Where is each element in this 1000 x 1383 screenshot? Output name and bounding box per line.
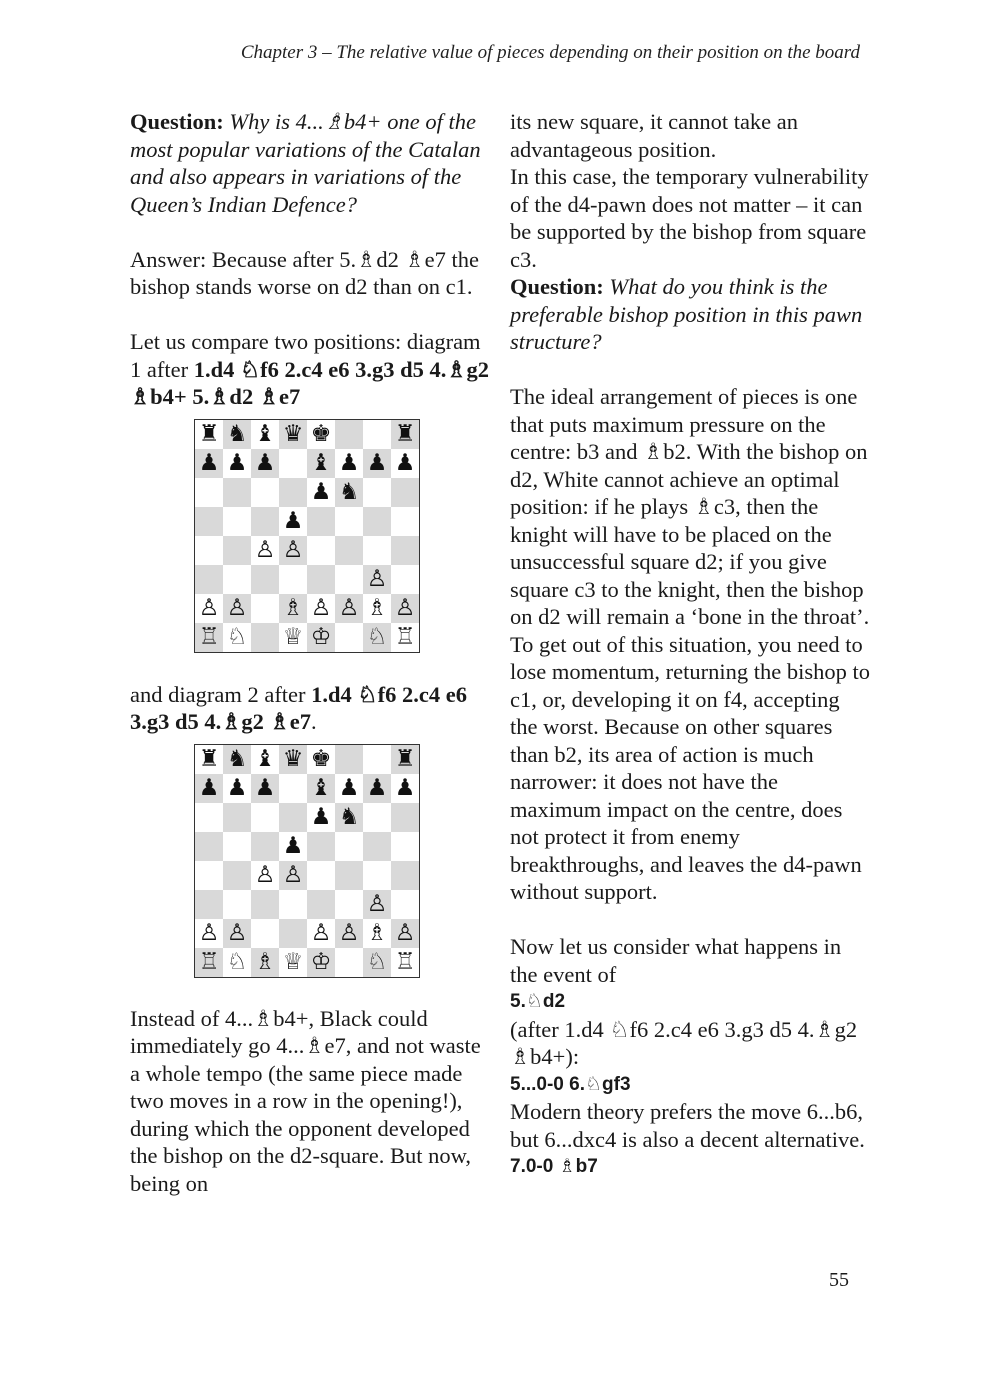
chess-piece: ♞ xyxy=(226,745,248,772)
board-square xyxy=(307,890,335,919)
board-square xyxy=(391,536,419,565)
board-square xyxy=(195,478,223,507)
board-square xyxy=(363,861,391,890)
after-paragraph: (after 1.d4 ♘f6 2.c4 e6 3.g3 d5 4.♗g2 ♗b4+): xyxy=(510,1016,858,1069)
board-square xyxy=(307,745,335,774)
board-square xyxy=(195,832,223,861)
board-square xyxy=(391,478,419,507)
board-square xyxy=(251,449,279,478)
board-square xyxy=(391,890,419,919)
chess-piece: ♙ xyxy=(254,536,276,563)
chess-piece: ♟ xyxy=(282,832,304,859)
chess-piece: ♝ xyxy=(254,420,276,447)
diag2-moves: 1.d4 ♘f6 2.c4 e6 3.g3 d5 4.♗g2 ♗e7 xyxy=(130,681,467,734)
board-square xyxy=(195,890,223,919)
chessboard xyxy=(194,419,420,653)
chess-piece: ♚ xyxy=(310,745,332,772)
chess-piece: ♝ xyxy=(310,774,332,801)
board-square xyxy=(195,861,223,890)
board-square xyxy=(279,565,307,594)
board-square xyxy=(391,832,419,861)
page-number: 55 xyxy=(829,1269,849,1291)
board-square xyxy=(363,623,391,652)
board-square xyxy=(223,745,251,774)
in-this-case-paragraph: In this case, the temporary vulnerability of the d4-pawn does not matter – it can be supported by the bishop from square c3. xyxy=(510,164,869,272)
running-head: Chapter 3 – The relative value of pieces depending on their position on the board xyxy=(240,42,860,63)
board-square xyxy=(307,449,335,478)
board-square xyxy=(251,774,279,803)
board-square xyxy=(335,623,363,652)
board-square xyxy=(223,832,251,861)
board-square xyxy=(223,803,251,832)
ideal-paragraph: The ideal arrangement of pieces is one that puts maximum pressure on the centre: b3 and ♗b2. With the bishop on d2, White cannot achieve an optimal position: if he plays ♗c3, then the knight will have to be placed on the unsuccessful square d2; if you give square c3 to the knight, then the bishop on d2 will remain a ‘bone in the throat’. To get out of this situation, you need to lose momentum, returning the bishop to c1, or, developing it on f4, accepting the worst. Because on other squares than b2, its area of action is much narrower: it does not have the maximum impact on the centre, does not protect it from enemy breakthroughs, and leaves the d4-pawn without support. xyxy=(510,384,870,904)
chess-piece: ♙ xyxy=(282,861,304,888)
board-square xyxy=(251,948,279,977)
question-text: Why is 4...♗b4+ one of the most popular variations of the Catalan and also appears in variations of the Queen’s Indian Defence? xyxy=(130,109,481,217)
chess-piece: ♖ xyxy=(394,623,416,650)
continuation-paragraph: its new square, it cannot take an advantageous position. xyxy=(510,109,799,162)
board-square xyxy=(279,623,307,652)
board-square xyxy=(223,420,251,449)
chess-piece: ♟ xyxy=(254,449,276,476)
board-square xyxy=(307,565,335,594)
move-line-1: 5.♘d2 xyxy=(510,991,566,1012)
board-square xyxy=(391,420,419,449)
board-square xyxy=(279,890,307,919)
chess-piece: ♗ xyxy=(282,594,304,621)
board-square xyxy=(335,420,363,449)
board-square xyxy=(223,594,251,623)
board-square xyxy=(363,507,391,536)
chess-piece: ♗ xyxy=(366,594,388,621)
compare-moves: 1.d4 ♘f6 2.c4 e6 3.g3 d5 4.♗g2 ♗b4+ 5.♗d2 ♗e7 xyxy=(130,356,490,409)
board-square xyxy=(363,478,391,507)
board-square xyxy=(195,565,223,594)
board-square xyxy=(391,745,419,774)
board-square xyxy=(335,832,363,861)
board-square xyxy=(195,420,223,449)
chess-piece: ♞ xyxy=(338,478,360,505)
board-square xyxy=(335,478,363,507)
chess-piece: ♕ xyxy=(282,948,304,975)
board-square xyxy=(223,623,251,652)
board-square xyxy=(335,919,363,948)
board-square xyxy=(223,948,251,977)
question-text: What do you think is the preferable bishop position in this pawn structure? xyxy=(510,274,863,354)
board-square xyxy=(363,919,391,948)
board-square xyxy=(251,890,279,919)
chess-piece: ♟ xyxy=(366,774,388,801)
board-square xyxy=(307,420,335,449)
board-square xyxy=(279,919,307,948)
chess-piece: ♟ xyxy=(198,449,220,476)
board-square xyxy=(335,803,363,832)
board-square xyxy=(279,449,307,478)
board-square xyxy=(195,803,223,832)
compare-paragraph xyxy=(130,328,490,411)
question-label: Question: xyxy=(130,109,224,134)
board-square xyxy=(307,536,335,565)
board-square xyxy=(195,948,223,977)
chess-piece: ♟ xyxy=(226,449,248,476)
board-square xyxy=(195,623,223,652)
chess-piece: ♜ xyxy=(198,420,220,447)
board-square xyxy=(251,623,279,652)
chess-piece: ♟ xyxy=(198,774,220,801)
board-square xyxy=(223,449,251,478)
chess-piece: ♙ xyxy=(254,861,276,888)
chess-piece: ♛ xyxy=(282,420,304,447)
board-square xyxy=(195,449,223,478)
board-square xyxy=(307,803,335,832)
chess-piece: ♖ xyxy=(394,948,416,975)
board-square xyxy=(363,594,391,623)
board-square xyxy=(279,478,307,507)
board-square xyxy=(335,565,363,594)
chess-piece: ♙ xyxy=(226,919,248,946)
board-square xyxy=(307,507,335,536)
chess-piece: ♟ xyxy=(366,449,388,476)
chess-piece: ♖ xyxy=(198,623,220,650)
chess-piece: ♘ xyxy=(226,623,248,650)
board-square xyxy=(335,594,363,623)
board-square xyxy=(279,803,307,832)
board-square xyxy=(363,745,391,774)
chess-piece: ♘ xyxy=(366,623,388,650)
board-square xyxy=(251,861,279,890)
board-square xyxy=(391,623,419,652)
instead-paragraph: Instead of 4...♗b4+, Black could immediately go 4...♗e7, and not waste a whole tempo (the same piece made two moves in a row in the opening!), during which the opponent developed the bishop on the d2-square. But now, being on xyxy=(130,1005,481,1196)
chess-piece: ♚ xyxy=(310,420,332,447)
board-square xyxy=(307,623,335,652)
question-2 xyxy=(510,273,870,356)
board-square xyxy=(363,536,391,565)
board-square xyxy=(307,478,335,507)
board-square xyxy=(363,565,391,594)
board-square xyxy=(251,565,279,594)
chess-piece: ♞ xyxy=(226,420,248,447)
board-square xyxy=(279,507,307,536)
board-square xyxy=(363,449,391,478)
chess-piece: ♙ xyxy=(310,919,332,946)
board-square xyxy=(335,861,363,890)
chess-piece: ♟ xyxy=(282,507,304,534)
chess-piece: ♙ xyxy=(198,919,220,946)
chess-piece: ♙ xyxy=(366,565,388,592)
right-column xyxy=(510,108,870,1181)
board-square xyxy=(251,594,279,623)
board-square xyxy=(363,890,391,919)
board-square xyxy=(363,948,391,977)
chess-diagram-1 xyxy=(194,419,422,653)
chess-piece: ♟ xyxy=(338,774,360,801)
board-square xyxy=(363,832,391,861)
chess-piece: ♙ xyxy=(310,594,332,621)
board-square xyxy=(391,803,419,832)
move-line-3: 7.0-0 ♗b7 xyxy=(510,1156,598,1177)
board-square xyxy=(307,774,335,803)
chess-piece: ♖ xyxy=(198,948,220,975)
chess-piece: ♟ xyxy=(394,774,416,801)
chess-piece: ♝ xyxy=(310,449,332,476)
chess-piece: ♙ xyxy=(366,890,388,917)
board-square xyxy=(251,507,279,536)
board-square xyxy=(307,861,335,890)
chess-piece: ♝ xyxy=(254,745,276,772)
chess-piece: ♟ xyxy=(310,478,332,505)
chess-piece: ♙ xyxy=(282,536,304,563)
board-square xyxy=(391,774,419,803)
chess-piece: ♗ xyxy=(366,919,388,946)
board-square xyxy=(335,745,363,774)
chess-piece: ♟ xyxy=(394,449,416,476)
chess-piece: ♘ xyxy=(226,948,248,975)
chess-piece: ♟ xyxy=(310,803,332,830)
board-square xyxy=(195,745,223,774)
board-square xyxy=(251,536,279,565)
board-square xyxy=(307,948,335,977)
chess-piece: ♟ xyxy=(254,774,276,801)
board-square xyxy=(223,861,251,890)
chess-piece: ♕ xyxy=(282,623,304,650)
board-square xyxy=(251,803,279,832)
modern-paragraph: Modern theory prefers the move 6...b6, but 6...dxc4 is also a decent alternative. xyxy=(510,1099,865,1152)
board-square xyxy=(195,594,223,623)
board-square xyxy=(279,536,307,565)
diagram-2-paragraph xyxy=(130,681,490,736)
answer-paragraph: Answer: Because after 5.♗d2 ♗e7 the bishop stands worse on d2 than on c1. xyxy=(130,246,479,299)
chess-piece: ♟ xyxy=(226,774,248,801)
board-square xyxy=(335,948,363,977)
board-square xyxy=(335,449,363,478)
chess-piece: ♔ xyxy=(310,948,332,975)
diag2-intro: and diagram 2 after xyxy=(130,681,312,707)
board-square xyxy=(363,774,391,803)
board-square xyxy=(195,919,223,948)
board-square xyxy=(251,420,279,449)
board-square xyxy=(223,478,251,507)
chess-piece: ♘ xyxy=(366,948,388,975)
board-square xyxy=(307,832,335,861)
chess-piece: ♙ xyxy=(338,594,360,621)
board-square xyxy=(251,832,279,861)
board-square xyxy=(223,565,251,594)
board-square xyxy=(391,861,419,890)
move-line-2: 5...0-0 6.♘gf3 xyxy=(510,1073,631,1095)
board-square xyxy=(307,594,335,623)
board-square xyxy=(279,420,307,449)
board-square xyxy=(391,919,419,948)
board-square xyxy=(335,507,363,536)
question-label: Question: xyxy=(510,274,604,299)
chess-piece: ♙ xyxy=(394,919,416,946)
board-square xyxy=(279,594,307,623)
board-square xyxy=(363,420,391,449)
now-paragraph: Now let us consider what happens in the event of xyxy=(510,934,842,987)
chess-piece: ♜ xyxy=(394,420,416,447)
board-square xyxy=(251,919,279,948)
board-square xyxy=(363,803,391,832)
chess-piece: ♔ xyxy=(310,623,332,650)
chess-piece: ♞ xyxy=(338,803,360,830)
chess-piece: ♗ xyxy=(254,948,276,975)
chessboard xyxy=(194,744,420,978)
compare-intro: Let us compare two positions: diagram 1 after xyxy=(130,329,481,382)
board-square xyxy=(279,948,307,977)
chess-diagram-2 xyxy=(194,744,422,978)
board-square xyxy=(391,507,419,536)
board-square xyxy=(195,774,223,803)
board-square xyxy=(223,507,251,536)
board-square xyxy=(279,745,307,774)
board-square xyxy=(335,890,363,919)
question-1 xyxy=(130,108,490,218)
board-square xyxy=(335,536,363,565)
board-square xyxy=(195,507,223,536)
chess-piece: ♜ xyxy=(198,745,220,772)
board-square xyxy=(335,774,363,803)
chess-piece: ♛ xyxy=(282,745,304,772)
board-square xyxy=(195,536,223,565)
chess-piece: ♙ xyxy=(198,594,220,621)
board-square xyxy=(391,948,419,977)
board-square xyxy=(251,478,279,507)
board-square xyxy=(391,594,419,623)
board-square xyxy=(307,919,335,948)
board-square xyxy=(279,861,307,890)
left-column xyxy=(130,108,490,1197)
chess-piece: ♙ xyxy=(394,594,416,621)
board-square xyxy=(279,774,307,803)
diag2-end: . xyxy=(310,709,317,734)
chess-piece: ♙ xyxy=(226,594,248,621)
board-square xyxy=(391,449,419,478)
chess-piece: ♜ xyxy=(394,745,416,772)
chess-piece: ♟ xyxy=(338,449,360,476)
board-square xyxy=(223,774,251,803)
board-square xyxy=(279,832,307,861)
board-square xyxy=(223,919,251,948)
chess-piece: ♙ xyxy=(338,919,360,946)
board-square xyxy=(391,565,419,594)
board-square xyxy=(223,890,251,919)
board-square xyxy=(251,745,279,774)
board-square xyxy=(223,536,251,565)
